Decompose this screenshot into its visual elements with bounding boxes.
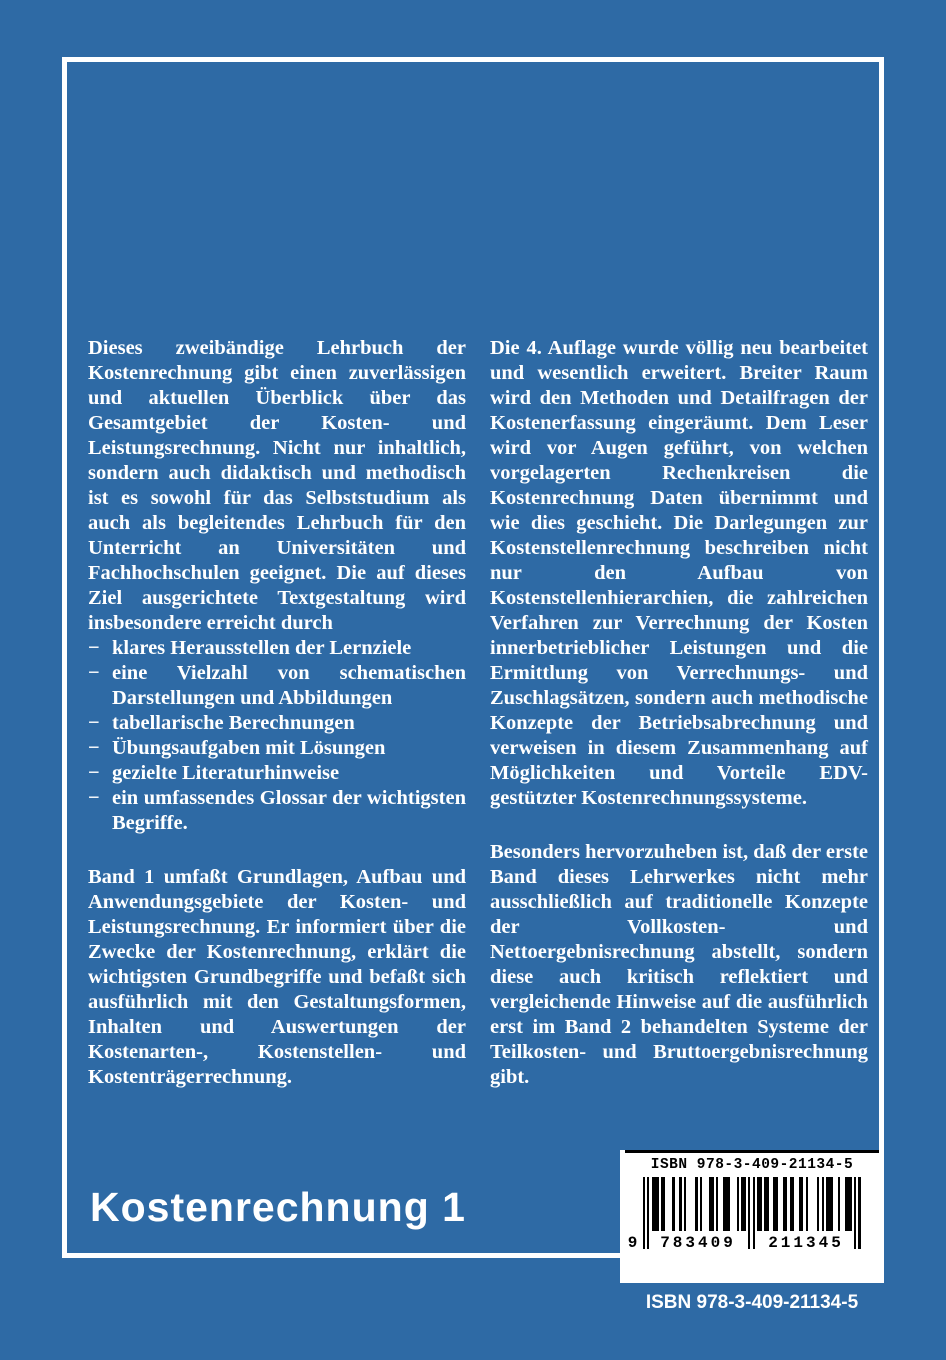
bullet-dash: − — [88, 637, 100, 659]
list-item — [88, 711, 466, 736]
list-item — [88, 636, 466, 661]
bullet-text: Übungsaufgaben mit Lösungen — [112, 737, 386, 759]
bullet-text: ein umfassendes Glossar der wichtigsten Begriffe. — [112, 787, 466, 834]
bullet-text: eine Vielzahl von schematischen Darstellungen und Abbildungen — [112, 662, 466, 709]
bullet-text: gezielte Literaturhinweise — [112, 762, 340, 784]
intro-paragraph: Dieses zweibändige Lehrbuch der Kostenrechnung gibt einen zuverlässigen und aktuellen Überblick über das Gesamtgebiet der Kosten- und Leistungsrechnung. Nicht nur inhaltlich, sondern auch didaktisch und methodisch ist es sowohl für das Selbststudium als auch als begleitendes Lehrbuch für den Unterricht an Universitäten und Fachhochschulen geeignet. Die auf dieses Ziel ausgerichtete Textgestaltung wird insbesondere erreicht durch — [88, 337, 466, 634]
besonders-paragraph: Besonders hervorzuheben ist, daß der erste Band dieses Lehrwerkes nicht mehr ausschließlich auf traditionelle Konzepte der Vollkosten- und Nettoergebnisrechnung abstellt, sondern diese auch kritisch reflektiert und vergleichende Hinweise auf die ausführlich erst im Band 2 behandelten Systeme der Teilkosten- und Bruttoergebnisrechnung gibt. — [490, 841, 868, 1088]
text-columns — [88, 336, 868, 1090]
right-column — [490, 336, 868, 1090]
bullet-dash: − — [88, 737, 100, 759]
barcode — [627, 1177, 862, 1272]
bullet-text: tabellarische Berechnungen — [112, 712, 355, 734]
ean-group-left: 783409 — [652, 1232, 745, 1252]
bullet-dash: − — [88, 787, 100, 809]
left-column — [88, 336, 466, 1090]
isbn-barcode-box — [620, 1150, 884, 1283]
ean-first-digit: 9 — [627, 1234, 638, 1252]
feature-list — [88, 636, 466, 836]
list-item — [88, 736, 466, 761]
ean-group-right: 211345 — [760, 1232, 853, 1252]
bullet-dash: − — [88, 662, 100, 684]
page-title: Kostenrechnung 1 — [90, 1184, 466, 1230]
bullet-text: klares Herausstellen der Lernziele — [112, 637, 412, 659]
auflage-paragraph: Die 4. Auflage wurde völlig neu bearbeitet und wesentlich erweitert. Breiter Raum wird den Methoden und Detailfragen der Kostenerfassung eingeräumt. Dem Leser wird vor Augen geführt, von welchen vorgelagerten Rechenkreisen die Kostenrechnung Daten übernimmt und wie dies geschieht. Die Darlegungen zur Kostenstellenrechnung beschreiben nicht nur den Aufbau von Kostenstellenhierarchien, die zahlreichen Verfahren zur Verrechnung der Kosten innerbetrieblicher Leistungen und die Ermittlung von Verrechnungs- und Zuschlagsätzen, sondern auch methodische Konzepte der Betriebsabrechnung und verweisen in diesem Zusammenhang auf Möglichkeiten und Vorteile EDV-gestützter Kostenrechnungssysteme. — [490, 337, 868, 809]
isbn-label: ISBN 978-3-409-21134-5 — [625, 1150, 879, 1173]
bullet-dash: − — [88, 712, 100, 734]
list-item — [88, 661, 466, 711]
list-item — [88, 761, 466, 786]
bullet-dash: − — [88, 762, 100, 784]
isbn-footer-text: ISBN 978-3-409-21134-5 — [645, 1292, 859, 1313]
list-item — [88, 786, 466, 836]
band1-paragraph: Band 1 umfaßt Grundlagen, Aufbau und Anwendungsgebiete der Kosten- und Leistungsrechnung. Er informiert über die Zwecke der Kostenrechnung, erklärt die wichtigsten Grundbegriffe und befaßt sich ausführlich mit den Gestaltungsformen, Inhalten und Auswertungen der Kostenarten-, Kostenstellen- und Kostenträgerrechnung. — [88, 866, 466, 1088]
